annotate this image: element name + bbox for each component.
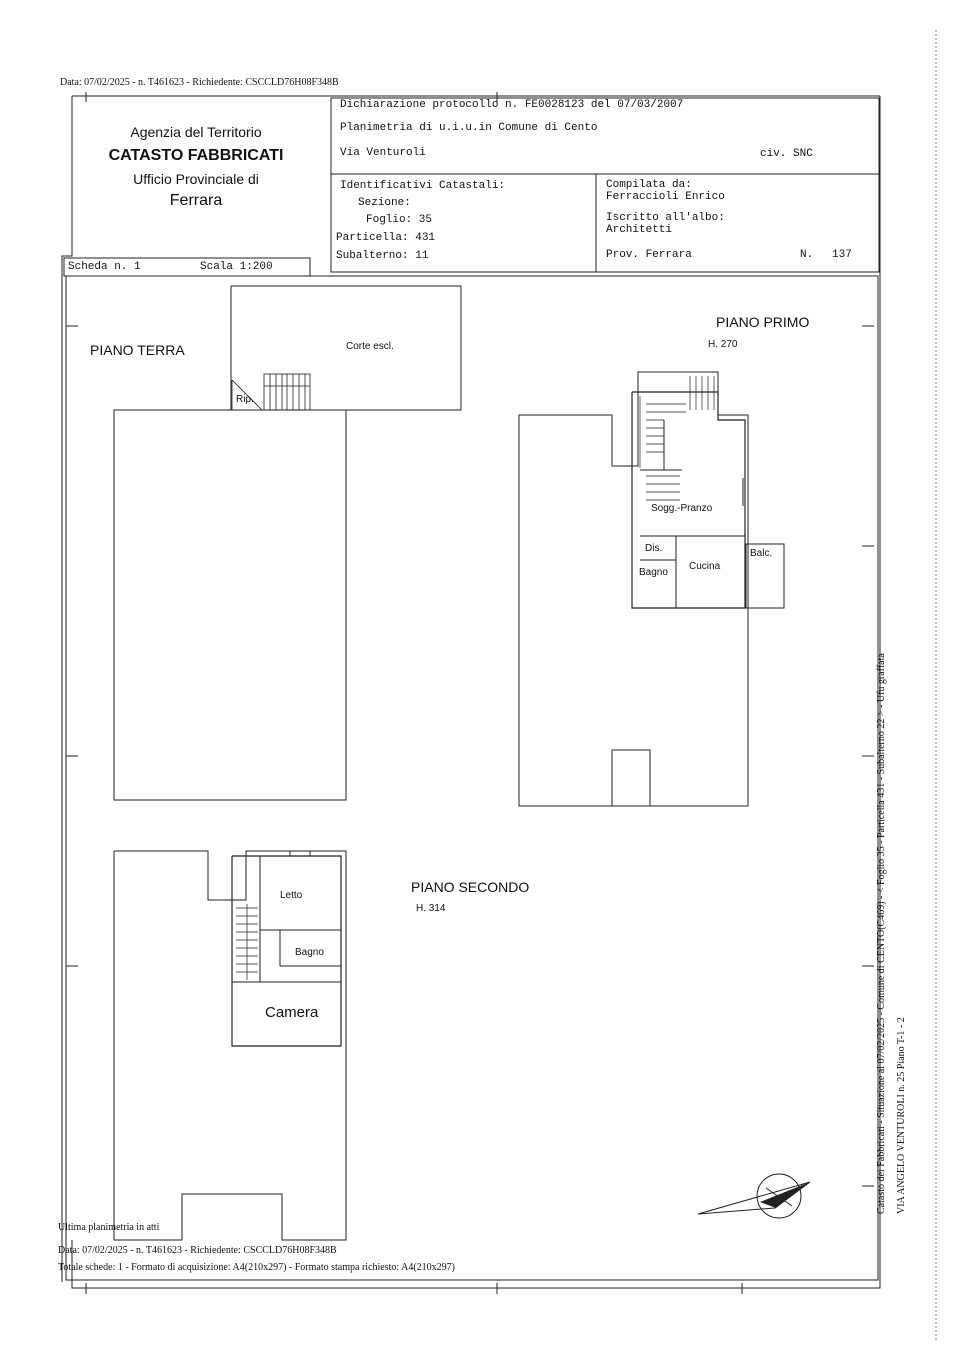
room-camera: Camera [265,1004,319,1021]
room-rip: Rip. [236,394,254,405]
iscritto-label: Iscritto all'albo: [606,212,725,224]
piano-primo-height: H. 270 [708,339,738,350]
declaration: Dichiarazione protocollo n. FE0028123 del 07/03/2007 [340,99,684,111]
footer-ultima: Ultima planimetria in atti [58,1222,160,1233]
foglio: Foglio: 35 [366,214,433,226]
side-caption-line2: VIA ANGELO VENTUROLI n. 25 Piano T-1 - 2 [896,1017,907,1214]
province: Prov. Ferrara [606,249,692,261]
ufficio-label: Ufficio Provinciale di [133,171,259,187]
piano-secondo-label: PIANO SECONDO [411,879,530,895]
albo: Architetti [606,224,673,236]
side-caption-line1: Catasto dei Fabbricati - Situazione al 07/02/2025 - Comune di CENTO(C469) - < Foglio 35 - Particella 431 - Subalterno 22 > - Ufu graffata [876,653,887,1214]
room-bagno-primo: Bagno [639,567,668,578]
scheda-number: Scheda n. 1 [68,261,141,273]
subalterno: Subalterno: 11 [336,250,429,262]
catasto-title: CATASTO FABBRICATI [108,147,284,164]
piano-primo-label: PIANO PRIMO [716,314,810,330]
room-letto: Letto [280,890,303,901]
compiler-name: Ferraccioli Enrico [606,191,725,203]
sezione: Sezione: [358,197,411,209]
room-dis: Dis. [645,543,663,554]
top-header: Data: 07/02/2025 - n. T461623 - Richiedente: CSCCLD76H08F348B [60,77,339,88]
identifiers-heading: Identificativi Catastali: [340,180,506,192]
planimetria-title: Planimetria di u.i.u.in Comune di Cento [340,122,598,134]
footer-totale: Totale schede: 1 - Formato di acquisizione: A4(210x297) - Formato stampa richiesto: A4(210x297) [58,1262,455,1273]
room-bagno-secondo: Bagno [295,947,324,958]
scale: Scala 1:200 [200,261,273,273]
room-balcone: Balc. [750,548,773,559]
address: Via Venturoli [340,147,426,159]
room-soggiorno: Sogg.-Pranzo [651,503,713,514]
piano-terra-label: PIANO TERRA [90,342,185,358]
footer-data: Data: 07/02/2025 - n. T461623 - Richiedente: CSCCLD76H08F348B [58,1245,337,1256]
room-cucina: Cucina [689,561,721,572]
compiler-heading: Compilata da: [606,179,692,191]
particella: Particella: 431 [336,232,436,244]
ufficio-city: Ferrara [169,192,223,209]
n-label: N. [800,249,814,261]
piano-secondo-height: H. 314 [416,903,446,914]
civic-number: civ. SNC [760,148,813,160]
agency-name: Agenzia del Territorio [130,124,262,140]
room-corte: Corte escl. [346,341,394,352]
n-value: 137 [832,249,852,261]
